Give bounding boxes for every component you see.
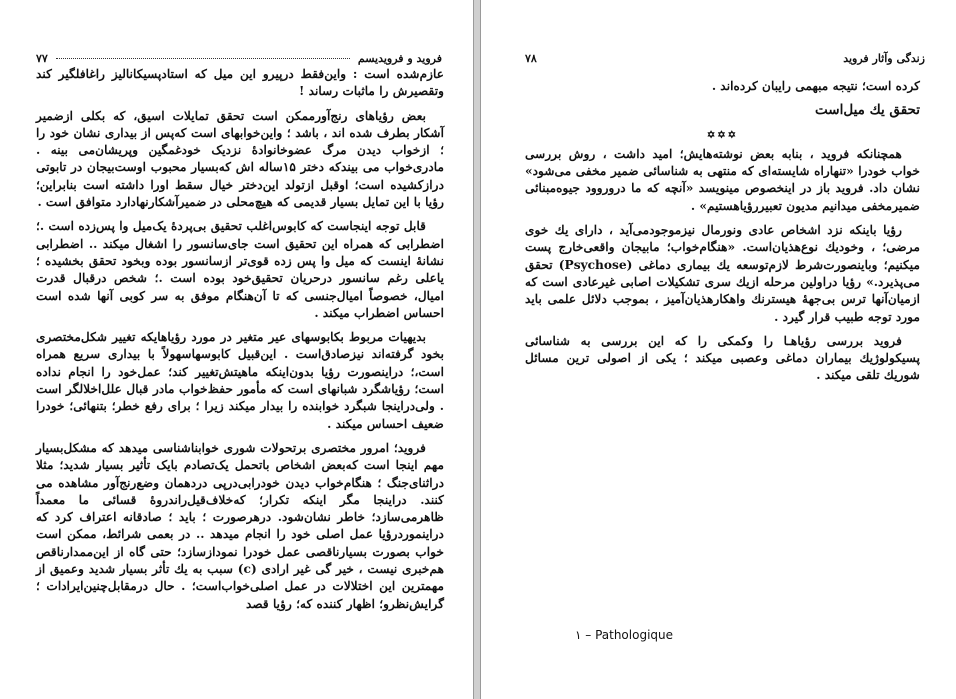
footnote: ۱ – Pathologique [575, 628, 674, 642]
section-ornament: ✡✡✡ [706, 129, 739, 141]
right-page-number: ۷۸ [525, 51, 537, 65]
left-page-header [36, 50, 442, 66]
paragraph: قابل توجه اینجاست که کابوس‌اغلب تحقیق بی‌پردهٔ یک‌میل وا پس‌زده است .؛ اضطرابی که همراه این تحقیق است جای‌سانسور را اشغال میکند .. اضطرابی نشانهٔ اینست که میل وا پس زده قوی‌تر ازسانسور بوده وبخود تحقق بخشیده ؛ یاعلی رغم سانسور درحریان تحقیق‌خود بوده است .؛ شخص درقبال قدرت امیال، خصوصاً امیال‌جنسی که تا آن‌هنگام موفق به سر کوبی آنها شده است احساس اضطراب میکند . [36, 219, 444, 320]
right-page [480, 0, 956, 699]
left-page-body [36, 66, 444, 620]
paragraph: فروید بررسی رؤیاهـا را وکمکی را که این بررسی به شناسائی پسیکولوژیك بیماران دماغی وعصبی میکند ؛ یکی از اصولی ترین مسائل شوریك تلقی میکند . [525, 333, 920, 383]
section-title: تحقق یك میل‌است [815, 102, 920, 119]
header-dotted-rule [56, 58, 350, 59]
left-running-title: فروید و فرویدیسم [357, 51, 442, 65]
paragraph: بعض رؤیاهای رنج‌آورممکن است تحقق تمایلات اسیق، که بکلی ازضمیر آشکار بطرف شده اند ، باشد ؛ واین‌خوابهای است که‌پس از بیداری نشان خود را ؛ ازخواب دیدن مرگ عضوخانوادهٔ نزدیک خودغمگین وپریشان‌می بینه . مادری‌خواب می بیندکه دختر ۱۵ساله اش که‌بسیار محبوب اوست‌بیجان در تابوتی درازکشیده است؛ اوقبل ازتولد این‌دختر خیال سقط اورا داشته است بنابراین؛ رؤیا با این تمایل بسیار قدیمی که هیچ‌محلی در ضمیرآشکارنهادارد متوافق است . [36, 108, 444, 210]
paragraph: رؤیا باینکه نزد اشخاص عادی ونورمال نیزموجودمی‌آید ، دارای یك خوی مرضی؛ ، وخودیك نوع‌هذیان‌است. «هنگام‌خواب؛ مابیجان واقعی‌خارج پست میکنیم؛ وباینصورت‌شرط لازم‌توسعه یك بیماری دماغی (Psychose) تحقق می‌پذیرد.» رؤیا دراولین مرحله ازیك سری تشکیلات اصابی غیرعادی است که ازمیان‌آنها ترس بی‌جههٔ هیسترنك واهکار‌هذیان‌آمیز ، بموجب دلائل علمی باید مورد توجه طبیب قرار گیرد . [525, 223, 920, 324]
right-page-body [525, 78, 920, 392]
right-running-title: زندگی وآثار فروید [843, 51, 925, 65]
left-page [0, 0, 474, 699]
paragraph: عازم‌شده است : واین‌فقط درپیرو این میل که استادپسیکانالیز راغافلگیر کند وتقصیرش را ماثبات رساند ! [36, 67, 444, 99]
right-page-header [525, 50, 925, 66]
paragraph: بدیهیات مربوط بکابوسهای عیر متغیر در مورد رؤیاهایکه تغییر شکل‌مختصری بخود گرفته‌اند نیزصادق‌است . این‌قبیل کابوسهاسهولاً با بیداری سریع همراه است،؛ دراینصورت رؤیا بدون‌اینکه ماهیتش‌تغییر کند؛ عمل‌خود را انجام نداده است؛ رؤیاشگرد شبانهای است که مأمور حفظ‌خواب مادر قبال علل‌اخلالگر است . ولی‌دراینجا شبگرد خوابنده را بیدار میکند زیرا ؛ برای رفع خطر؛ بتنهائی؛ خودرا ضعیف احساس میکند . [36, 330, 444, 431]
left-page-number: ۷۷ [36, 51, 48, 65]
paragraph: فروید؛ امرور مختصری برتحولات شوری خوابناشناسی میدهد که مشکل‌بسیار مهم اینجا است که‌بعض اشخاص باتحمل یک‌تصادم بایک تأثیر بسیار شدید؛ مثلا در‌اثنای‌جنگ ؛ هنگام‌خواب دیدن خودرا‌بی‌درپی دردهمان وضع‌رنج‌آور مشاهده می کنند. در‌اینجا مگر اینکه تکرار؛ که‌خلاف‌قیل‌راندروهٔ قسائی ما معمداً ظاهرمی‌سازد؛ خاطر نشان‌شود. درهرصورت ؛ باید ؛ صادقانه اعتراف کرد که دراینمورد‌رؤیا عمل اصلی خود را انجام میدهد .. در بعمی شرائط، ممکن است خواب بصورت بسیارناقصی عمل خودرا نموداز‌سازد؛ حتی گاه از این‌ممدار‌ناقص هم‌خبری نیست ، خیر گی غیر ارادی (c) سبب به یك تأثر بسیار شدید وعمیق از مهمترین این اختلالات در عمل اصلی‌خواب‌است؛ . حال درمقابل‌چنین‌ایرادات ؛ گرایش‌نظرو؛ اظهار کننده که؛ رؤیا قصد [36, 440, 445, 611]
paragraph: همچنانکه فروید ، بنابه بعض نوشته‌هایش؛ امید داشت ، روش بررسی خواب خودرا «تنهاراه شایسته‌ای که منتهی به شناسائی ضمیر مخفی می‌شود» نشان داد. فروید باز در اینخصوص مینویسد «آنچه که ما دروروود جیوه‌مبنائی ضمیرمخفی میدانیم مدیون تعبیر‌رؤیا‌هستیم» . [525, 146, 920, 213]
intro-line: کرده است؛ نتیجه مبهمی رایبان کرده‌اند . [711, 79, 920, 93]
